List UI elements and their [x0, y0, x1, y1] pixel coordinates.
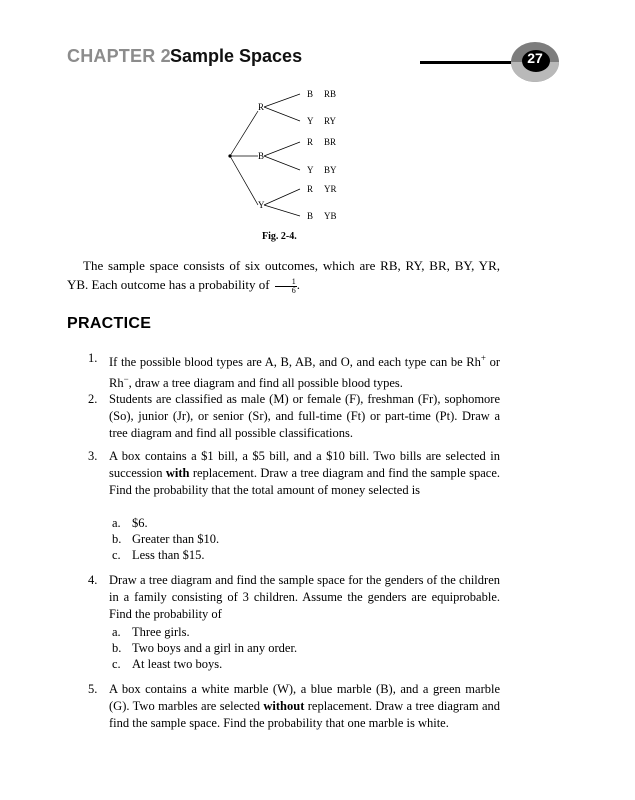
tree-leaf: B — [307, 211, 314, 221]
item-text: A box contains a white marble (W), a blue marble (B), and a green marble (G). Two marbles are selected — [109, 682, 500, 713]
tree-leaf: R — [307, 184, 314, 194]
sub-text: Two boys and a girl in any order. — [132, 641, 298, 655]
item-text: A box contains a $1 bill, a $5 bill, and a $10 bill. Two bills are selected in succession — [109, 449, 500, 480]
superscript-minus: − — [123, 374, 129, 385]
tree-node-y: Y — [258, 200, 265, 210]
practice-heading: PRACTICE — [67, 315, 152, 332]
sub-text: At least two boys. — [132, 657, 223, 671]
item-number: 5. — [88, 682, 98, 696]
item-number: 4. — [88, 573, 98, 587]
sub-text: Less than $15. — [132, 548, 205, 562]
superscript-plus: + — [480, 353, 486, 363]
tree-node-r: R — [258, 102, 265, 112]
sub-item — [112, 547, 205, 564]
sub-item — [112, 624, 190, 641]
tree-root — [228, 154, 231, 157]
sub-text: Three girls. — [132, 625, 190, 639]
tree-leaf: Y — [307, 116, 314, 126]
item-text: Students are classified as male (M) or female (F), freshman (Fr), sophomore (So), junior (Jr), or senior (Sr), and full-time (Ft) or part-time (Pt). Draw a tree diagram and find all possible classifications. — [109, 392, 500, 440]
item-number: 3. — [88, 449, 98, 463]
page-number: 27 — [527, 50, 543, 66]
tree-diagram — [200, 85, 400, 235]
emphasis-with: with — [165, 466, 190, 480]
item-text: replacement. Draw a tree diagram and find the sample space. Find the probability that the total amount of money selected is — [109, 466, 500, 497]
item-text: or Rh — [109, 355, 500, 391]
item-number: 1. — [88, 351, 98, 365]
sub-label: b. — [112, 532, 122, 546]
figure-caption: Fig. 2-4. — [262, 231, 297, 242]
item-text: Draw a tree diagram and find the sample space for the genders of the children in a family consisting of 3 children. Assume the genders are equiprobable. Find the probability of — [109, 573, 500, 621]
tree-outcome: RB — [324, 89, 337, 99]
item-text: replacement. Draw a tree diagram and find the sample space. Find the probability that one marble is white. — [109, 699, 500, 730]
practice-item — [88, 350, 500, 392]
sub-item — [112, 656, 222, 673]
header-rule — [420, 61, 516, 64]
sub-label: c. — [112, 657, 121, 671]
tree-outcome: YR — [324, 184, 337, 194]
tree-outcome: RY — [324, 116, 337, 126]
tree-outcome: BY — [324, 165, 337, 175]
intro-text: The sample space consists of six outcomes, which are RB, RY, BR, BY, YR, YB. Each outcome has a probability of — [67, 258, 500, 292]
intro-end: . — [296, 277, 301, 292]
sub-label: a. — [112, 516, 121, 530]
fraction-denominator: 6 — [291, 285, 296, 295]
chapter-label: CHAPTER 2 — [67, 46, 171, 66]
practice-item — [88, 681, 500, 732]
tree-leaf: R — [307, 137, 314, 147]
sub-label: a. — [112, 625, 121, 639]
chapter-title: Sample Spaces — [170, 46, 303, 66]
fraction-numerator: 1 — [275, 278, 297, 287]
practice-item — [88, 391, 500, 442]
fraction-one-sixth — [275, 278, 297, 295]
intro-paragraph — [67, 256, 500, 295]
sub-label: c. — [112, 548, 121, 562]
practice-item — [88, 448, 500, 499]
tree-outcome: YB — [324, 211, 337, 221]
practice-item — [88, 572, 500, 623]
sub-text: $6. — [132, 516, 148, 530]
sub-item — [112, 515, 148, 532]
item-text: , draw a tree diagram and find all possible blood types. — [128, 376, 403, 391]
page-header — [0, 0, 635, 90]
sub-item — [112, 531, 219, 548]
sub-label: b. — [112, 641, 122, 655]
item-number: 2. — [88, 392, 98, 406]
sub-text: Greater than $10. — [132, 532, 220, 546]
tree-leaf: B — [307, 89, 314, 99]
item-text: If the possible blood types are A, B, AB, and O, and each type can be Rh — [109, 355, 481, 370]
emphasis-without: without — [263, 699, 305, 713]
tree-leaf: Y — [307, 165, 314, 175]
sub-item — [112, 640, 297, 657]
tree-node-b: B — [258, 151, 265, 161]
tree-branches — [230, 94, 300, 216]
tree-outcome: BR — [324, 137, 337, 147]
